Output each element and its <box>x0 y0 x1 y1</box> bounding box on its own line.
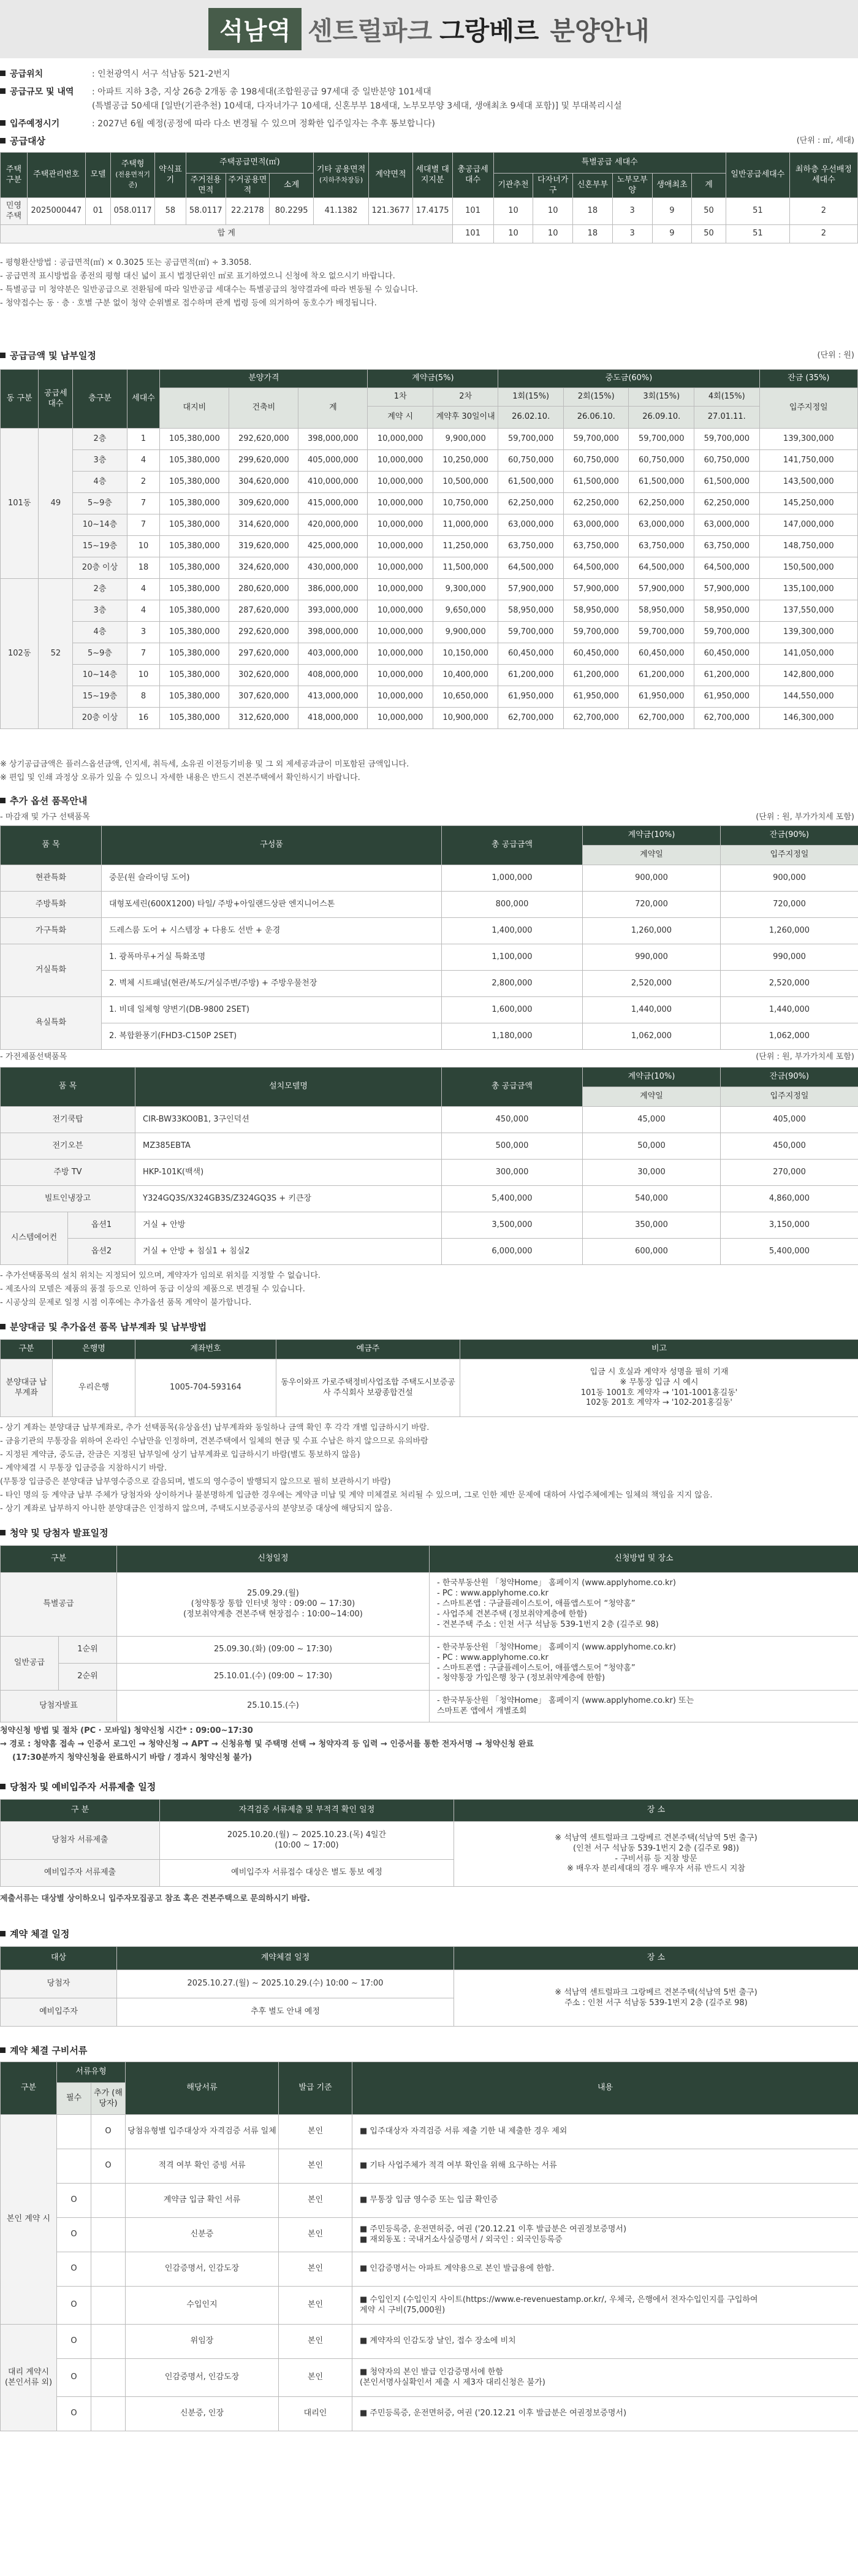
th-sub: 노부모부양 <box>612 174 652 198</box>
banner-station: 석남역 <box>208 8 302 50</box>
options-table: 품 목 구성품 총 공급금액 계약금(10%) 잔금(90%) 계약일 입주지정일 현관특화 중문(원 슬라이딩 도어) 1,000,000 900,000 900,000 주방특화 대형포세린(600X1200) 타일/ 주방+아일랜드상판 엔지니어스톤 800,000 720,000 720,000 가구특화 드레스룸 도어 + 시스템장 + 다용도 선반 + 운경 1,400,000 1,260,000 1,260,000 거실특화 1. 광폭마루+거실 특화조명 1,100,000 990,000 990,000 2. 벽체 시트패널(현관/복도/거실주변/주방) + 주방우물천장 2,800,000 2,520,000 2,520,000 욕실특화 1. 비데 일체형 양변기(DB-9800 2SET) 1,600,000 1,440,000 1,440,000 2. 복합환풍기(FHD3-C150P 2SET) 1,180,000 1,062,000 1,062,000 <box>0 825 858 1050</box>
table-row: 4층 2 105,380,000 304,620,000 410,000,000 10,000,000 10,500,000 61,500,000 61,500,000 61,500,000 61,500,000 143,500,000 <box>1 472 858 493</box>
table-row: 102동 52 2층 4 105,380,000 280,620,000 386,000,000 10,000,000 9,300,000 57,900,000 57,900,000 57,900,000 57,900,000 135,100,000 <box>1 579 858 600</box>
th-other-area: 기타 공용면적 (지하주차장등) <box>313 153 368 198</box>
th-special: 특별공급 세대수 <box>493 153 726 174</box>
info-label: 공급위치 <box>0 67 92 81</box>
price-table: 동 구분 공급세대수 층구분 세대수 분양가격 계약금(5%) 중도금(60%) 잔금 (35%) 대지비 건축비 계 1차 2차 1회(15%) 2회(15%) 3회(15%) 4회(15%) 입주지정일 계약 시 계약후 30일이내 26.02.10. 26.06.10. 26.09.10. 27.01.11. 101동 49 2층 1 105,380,000 292,620,000 398,000,000 10,000,000 9,900,000 59,700,000 59,700,000 59,700,000 59,700,000 139,300,000 3층 4 105,380,000 299,620,000 405,000,000 10,000,000 10,250,000 60,750,000 60,750,000 60,750,000 60,750,000 141,750,000 4층 2 105,380,000 304,620,000 410,000,000 10,000,000 10,500,000 61,500,000 61,500,000 61,500,000 61,500,000 143,500,000 5~9층 7 105,380,000 309,620,000 415,000,000 10,000,000 10,750,000 62,250,000 62,250,000 62,250,000 62,250,000 145,250,000 10~14층 7 105,380,000 314,620,000 420,000,000 10,000,000 11,000,000 63,000,000 63,000,000 63,000,000 63,000,000 147,000,000 15~19층 10 105,380,000 319,620,000 425,000,000 10,000,000 11,250,000 63,750,000 63,750,000 63,750,000 63,750,000 148,750,000 20층 이상 18 105,380,000 324,620,000 430,000,000 10,000,000 11,500,000 64,500,000 64,500,000 64,500,000 64,500,000 150,500,000 102동 52 2층 4 105,380,000 280,620,000 386,000,000 10,000,000 9,300,000 57,900,000 57,900,000 57,900,000 57,900,000 135,100,000 3층 4 105,380,000 287,620,000 393,000,000 10,000,000 9,650,000 58,950,000 58,950,000 58,950,000 58,950,000 137,550,000 4층 3 105,380,000 292,620,000 398,000,000 10,000,000 9,900,000 59,700,000 59,700,000 59,700,000 59,700,000 139,300,000 5~9층 7 105,380,000 297,620,000 403,000,000 10,000,000 10,150,000 60,450,000 60,450,000 60,450,000 60,450,000 141,050,000 10~14층 10 105,380,000 302,620,000 408,000,000 10,000,000 10,400,000 61,200,000 61,200,000 61,200,000 61,200,000 142,800,000 15~19층 8 105,380,000 307,620,000 413,000,000 10,000,000 10,650,000 61,950,000 61,950,000 61,950,000 61,950,000 144,550,000 20층 이상 16 105,380,000 312,620,000 418,000,000 10,000,000 10,900,000 62,700,000 62,700,000 62,700,000 62,700,000 146,300,000 <box>0 369 858 729</box>
th-land: 세대별 대지지분 <box>412 153 452 198</box>
th-short: 약식표기 <box>155 153 186 198</box>
table-row: 전기쿡탑 CIR-BW33KO0B1, 3구인덕션 450,000 45,000 405,000 <box>1 1107 858 1133</box>
table-row: 20층 이상 16 105,380,000 312,620,000 418,000,000 10,000,000 10,900,000 62,700,000 62,700,000 62,700,000 62,700,000 146,300,000 <box>1 708 858 729</box>
docs-schedule-header: 당첨자 및 예비입주자 서류제출 일정 <box>0 1778 858 1795</box>
table-row: 10~14층 10 105,380,000 302,620,000 408,000,000 10,000,000 10,400,000 61,200,000 61,200,000 61,200,000 61,200,000 142,800,000 <box>1 665 858 686</box>
table-row: O 적격 여부 확인 증빙 서류 본인 ■ 기타 사업주체가 적격 여부 확인을 위해 요구하는 서류 <box>1 2149 858 2184</box>
th-sub: 다자녀가구 <box>533 174 573 198</box>
table-row: 빌트인냉장고 Y324GQ3S/X324GB3S/Z324GQ3S + 키큰장 5,400,000 540,000 4,860,000 <box>1 1186 858 1212</box>
account-header: 분양대금 및 추가옵션 품목 납부계좌 및 납부방법 <box>0 1318 858 1336</box>
info-value: : 2027년 6월 예정(공정에 따라 다소 변경될 수 있으며 정확한 입주일자는 추후 통보합니다) <box>92 119 435 129</box>
th-sub: 생애최초 <box>652 174 692 198</box>
table-row: O 계약금 입금 확인 서류 본인 ■ 무통장 입금 영수증 또는 입금 확인증 <box>1 2184 858 2218</box>
price-section-header: 공급금액 및 납부일정 (단위 : 원) <box>0 347 858 364</box>
options-notes: - 추가선택품목의 설치 위치는 지정되어 있으며, 계약자가 임의로 위치를 지정할 수 없습니다. - 제조사의 모델은 제품의 품절 등으로 인하여 동급 이상의 제품으로 변경될 수 있습니다. - 시공상의 문제로 일정 시점 이후에는 추가옵션 품목 계약이 불가합니다. <box>0 1271 321 1307</box>
th-lowest: 최하층 우선배정 세대수 <box>789 153 857 198</box>
table-row: 20층 이상 18 105,380,000 324,620,000 430,000,000 10,000,000 11,500,000 64,500,000 64,500,000 64,500,000 64,500,000 150,500,000 <box>1 557 858 579</box>
table-row: 민영주택 2025000447 01 058.0117 58 58.0117 22.2178 80.2295 41.1382 121.3677 17.4175 101 10 10 18 3 9 50 51 2 <box>1 198 858 225</box>
table-total-row: 합 계 101 10 10 18 3 9 50 51 2 <box>1 225 858 243</box>
table-row: 현관특화 중문(원 슬라이딩 도어) 1,000,000 900,000 900,000 <box>1 865 858 892</box>
info-value: : 아파트 지하 3층, 지상 26층 2개동 총 198세대(조합원공급 97세대 중 일반분양 101세대 <box>92 87 431 97</box>
info-value: (특별공급 50세대 [일반(기관추천) 10세대, 다자녀가구 10세대, 신혼부부 18세대, 노부모부양 3세대, 생애최초 9세대 포함)] 및 부대복리시설 <box>92 101 622 111</box>
table-row: 4층 3 105,380,000 292,620,000 398,000,000 10,000,000 9,900,000 59,700,000 59,700,000 59,700,000 59,700,000 139,300,000 <box>1 622 858 643</box>
cdocs-table: 구분 서류유형 해당서류 발급 기준 내용 필수 추가 (해당자) 본인 계약 시 O 당첨유형별 입주대상자 자격검증 서류 일체 본인 ■ 입주대상자 자격검증 서류 제출 기한 내 제출한 경우 제외 O 적격 여부 확인 증빙 서류 본인 ■ 기타 사업주체가 적격 여부 확인을 위해 요구하는 서류 O 계약금 입금 확인 서류 본인 ■ 무통장 입금 영수증 또는 입금 확인증 O 신분증 본인 ■ 주민등록증, 운전면허증, 여권 ('20.12.21 이후 발급분은 여권정보증명서) ■ 재외동포 : 국내거소사실증명서 / 외국인 : 외국인등록증 O 인감증명서, 인감도장 본인 ■ 인감증명서는 아파트 계약용으로 본인 발급용에 한함. O 수입인지 본인 ■ 수입인지 (수입인지 사이트(https://www.e-revenuestamp.or.kr/, 우체국, 은행에서 전자수입인지를 구입하여 계약 시 구비(75,000원) 대리 계약시 (본인서류 외) O 위임장 본인 ■ 계약자의 인감도장 날인, 접수 장소에 비치 O 인감증명서, 인감도장 본인 ■ 청약자의 본인 발급 인감증명서에 한함 (본인서명사실확인서 제출 시 제3자 대리신청은 불가) O 신분증, 인장 대리인 ■ 주민등록증, 운전면허증, 여권 ('20.12.21 이후 발급분은 여권정보증명서) <box>0 2062 858 2431</box>
table-row: 시스템에어컨 옵션1 거실 + 안방 3,500,000 350,000 3,150,000 <box>1 1212 858 1239</box>
table-row: 예비입주자 추후 별도 안내 예정 <box>1 1998 858 2027</box>
schedule-notes: 청약신청 방법 및 절차 (PC · 모바일) 청약신청 시간* : 09:00~17:30 → 경로 : 청약홈 접속 → 인증서 로그인 → 청약신청 → APT → 신청유형 및 주택명 선택 → 청약자격 등 입력 → 인증서를 통한 전자서명 → 청약신청 완료 (17:30분까지 청약신청을 완료하시기 바람 / 경과시 청약신청 불가) <box>0 1726 534 1762</box>
banner-complex-name: 그랑베르 <box>439 15 539 46</box>
table-row: 대리 계약시 (본인서류 외) O 위임장 본인 ■ 계약자의 인감도장 날인, 접수 장소에 비치 <box>1 2325 858 2359</box>
table-row: 당첨자발표 25.10.15.(수) - 한국부동산원 「청약Home」 홈페이지 (www.applyhome.co.kr) 또는 스마트폰 앱에서 개별조회 <box>1 1691 858 1722</box>
table-row: 10~14층 7 105,380,000 314,620,000 420,000,000 10,000,000 11,000,000 63,000,000 63,000,000 63,000,000 63,000,000 147,000,000 <box>1 514 858 536</box>
th-house-type: 주택형 (전용면적기준) <box>111 153 155 198</box>
th-type: 주택구분 <box>1 153 28 198</box>
th-area: 주택공급면적(㎡) <box>186 153 313 174</box>
table-row: 2. 복합환풍기(FHD3-C150P 2SET) 1,180,000 1,062,000 1,062,000 <box>1 1023 858 1050</box>
table-row: 2. 벽체 시트패널(현관/복도/거실주변/주방) + 주방우물천장 2,800,000 2,520,000 2,520,000 <box>1 971 858 997</box>
account-table: 구분 은행명 계좌번호 예금주 비고 분양대금 납부계좌 우리은행 1005-704-593164 동우이와프 가로주택정비사업조합 주택도시보증공사 주식회사 보광종합건설 입금 시 호실과 계약자 성명을 필히 기재 ※ 무통장 입금 시 예시 101동 1001호 계약자 → '101-1001홍길동' 102동 201호 계약자 → '102-201홍길동' <box>0 1339 858 1417</box>
info-section <box>0 67 858 150</box>
table-row: 전기오븐 MZ385EBTA 500,000 50,000 450,000 <box>1 1133 858 1160</box>
banner-title: 분양안내 <box>550 15 650 46</box>
th-sub: 주거공용면적 <box>226 174 270 198</box>
table-row: 분양대금 납부계좌 우리은행 1005-704-593164 동우이와프 가로주택정비사업조합 주택도시보증공사 주식회사 보광종합건설 입금 시 호실과 계약자 성명을 필히 기재 ※ 무통장 입금 시 예시 101동 1001호 계약자 → '101-1001홍길동' 102동 201호 계약자 → '102-201홍길동' <box>1 1359 858 1417</box>
table-row: 101동 49 2층 1 105,380,000 292,620,000 398,000,000 10,000,000 9,900,000 59,700,000 59,700,000 59,700,000 59,700,000 139,300,000 <box>1 429 858 450</box>
th-sub: 계 <box>692 174 726 198</box>
th-sub: 신혼부부 <box>573 174 613 198</box>
th-sub: 소계 <box>270 174 314 198</box>
appliance-header: - 가전제품선택품목 (단위 : 원, 부가가치세 포함) <box>0 1052 854 1061</box>
th-sub: 기관추천 <box>493 174 533 198</box>
table-row: 3층 4 105,380,000 287,620,000 393,000,000 10,000,000 9,650,000 58,950,000 58,950,000 58,950,000 58,950,000 137,550,000 <box>1 600 858 622</box>
table-row: 욕실특화 1. 비데 일체형 양변기(DB-9800 2SET) 1,600,000 1,440,000 1,440,000 <box>1 997 858 1023</box>
table-row: 예비입주자 서류제출 예비입주자 서류접수 대상은 별도 통보 예정 <box>1 1860 858 1887</box>
table-row: 2순위 25.10.01.(수) (09:00 ~ 17:30) <box>1 1664 858 1691</box>
options-header: 추가 옵션 품목안내 - 마감재 및 가구 선택품목 (단위 : 원, 부가가치세 포함) <box>0 792 858 825</box>
banner-central: 센트럴파크 <box>308 15 433 46</box>
th-id: 주택관리번호 <box>27 153 85 198</box>
th-total: 총공급세대수 <box>452 153 493 198</box>
table-row: 3층 4 105,380,000 299,620,000 405,000,000 10,000,000 10,250,000 60,750,000 60,750,000 60,750,000 60,750,000 141,750,000 <box>1 450 858 472</box>
table-row: 5~9층 7 105,380,000 297,620,000 403,000,000 10,000,000 10,150,000 60,450,000 60,450,000 60,450,000 60,450,000 141,050,000 <box>1 643 858 665</box>
table-row: O 신분증, 인장 대리인 ■ 주민등록증, 운전면허증, 여권 ('20.12.21 이후 발급분은 여권정보증명서) <box>1 2397 858 2431</box>
docs-schedule-note: 제출서류는 대상별 상이하오니 입주자모집공고 참조 혹은 견본주택으로 문의하시기 바람. <box>0 1894 310 1903</box>
table-row: 당첨자 서류제출 2025.10.20.(월) ~ 2025.10.23.(목) 4일간 (10:00 ~ 17:00) ※ 석남역 센트럴파크 그랑베르 견본주택(석남역 5번 출구) (인천 서구 석남동 539-1번지 2층 (길주로 98)) - 구비서류 등 지참 방문 ※ 배우자 분리세대의 경우 배우자 서류 반드시 지참 <box>1 1822 858 1860</box>
table-row: 일반공급 1순위 25.09.30.(화) (09:00 ~ 17:30) - 한국부동산원 「청약Home」 홈페이지 (www.applyhome.co.kr) - PC : www.applyhome.co.kr - 스마트폰앱 : 구글플레이스토어, 애플앱스토어 “청약홈” - 청약통장 가입은행 창구 (정보취약계층에 한함) <box>1 1637 858 1664</box>
info-label: 공급대상 <box>10 136 45 147</box>
table-row: 본인 계약 시 O 당첨유형별 입주대상자 자격검증 서류 일체 본인 ■ 입주대상자 자격검증 서류 제출 기한 내 제출한 경우 제외 <box>1 2115 858 2149</box>
info-label: 공급규모 및 내역 <box>0 85 92 99</box>
page-banner <box>0 0 858 58</box>
table-row: 15~19층 10 105,380,000 319,620,000 425,000,000 10,000,000 11,250,000 63,750,000 63,750,000 63,750,000 63,750,000 148,750,000 <box>1 536 858 557</box>
contract-table: 대상 계약체결 일정 장 소 당첨자 2025.10.27.(월) ~ 2025.10.29.(수) 10:00 ~ 17:00 ※ 석남역 센트럴파크 그랑베르 견본주택(석남역 5번 출구) 주소 : 인천 서구 석남동 539-1번지 2층 (길주로 98) 예비입주자 추후 별도 안내 예정 <box>0 1946 858 2027</box>
table-row: 옵션2 거실 + 안방 + 침실1 + 침실2 6,000,000 600,000 5,400,000 <box>1 1239 858 1265</box>
table-row: 당첨자 2025.10.27.(월) ~ 2025.10.29.(수) 10:00 ~ 17:00 ※ 석남역 센트럴파크 그랑베르 견본주택(석남역 5번 출구) 주소 : 인천 서구 석남동 539-1번지 2층 (길주로 98) <box>1 1970 858 1998</box>
th-general: 일반공급세대수 <box>726 153 789 198</box>
cdocs-header: 계약 체결 구비서류 <box>0 2042 858 2059</box>
table-row: 주방특화 대형포세린(600X1200) 타일/ 주방+아일랜드상판 엔지니어스톤 800,000 720,000 720,000 <box>1 892 858 918</box>
schedule-header: 청약 및 당첨자 발표일정 <box>0 1524 858 1542</box>
th-sub: 주거전용면적 <box>186 174 226 198</box>
table-row: O 인감증명서, 인감도장 본인 ■ 인감증명서는 아파트 계약용으로 본인 발급용에 한함. <box>1 2252 858 2287</box>
appliance-table: 품 목 설치모델명 총 공급금액 계약금(10%) 잔금(90%) 계약일 입주지정일 전기쿡탑 CIR-BW33KO0B1, 3구인덕션 450,000 45,000 405,000 전기오븐 MZ385EBTA 500,000 50,000 450,000 주방 TV HKP-101K(백색) 300,000 30,000 270,000 빌트인냉장고 Y324GQ3S/X324GB3S/Z324GQ3S + 키큰장 5,400,000 540,000 4,860,000 시스템에어컨 옵션1 거실 + 안방 3,500,000 350,000 3,150,000 옵션2 거실 + 안방 + 침실1 + 침실2 6,000,000 600,000 5,400,000 <box>0 1067 858 1265</box>
table-row: 거실특화 1. 광폭마루+거실 특화조명 1,100,000 990,000 990,000 <box>1 944 858 971</box>
supply-table <box>0 152 858 243</box>
table-row: O 인감증명서, 인감도장 본인 ■ 청약자의 본인 발급 인감증명서에 한함 (본인서명사실확인서 제출 시 제3자 대리신청은 불가) <box>1 2359 858 2397</box>
table-row: 주방 TV HKP-101K(백색) 300,000 30,000 270,000 <box>1 1160 858 1186</box>
supply-notes: - 평형환산방법 : 공급면적(㎡) × 0.3025 또는 공급면적(㎡) ÷ 3.3058. - 공급면적 표시방법을 종전의 평형 대신 넓이 표시 법정단위인 ㎡로 표기하였으니 신청에 착오 없으시기 바랍니다. - 특별공급 미 청약분은 일반공급으로 전환됨에 따라 일반공급 세대수는 특별공급의 청약결과에 따라 변동될 수 있습니다. - 청약접수는 동 · 층 · 호별 구분 없이 청약 순위별로 접수하며 관계 법령 등에 의거하여 동호수가 배정됩니다. <box>0 258 419 308</box>
info-label: 입주예정시기 <box>0 117 92 131</box>
table-row: 5~9층 7 105,380,000 309,620,000 415,000,000 10,000,000 10,750,000 62,250,000 62,250,000 62,250,000 62,250,000 145,250,000 <box>1 493 858 514</box>
table-row: O 신분증 본인 ■ 주민등록증, 운전면허증, 여권 ('20.12.21 이후 발급분은 여권정보증명서) ■ 재외동포 : 국내거소사실증명서 / 외국인 : 외국인등록증 <box>1 2218 858 2252</box>
table-row: 특별공급 25.09.29.(월) (청약통장 통합 인터넷 청약 : 09:00 ~ 17:30) (정보취약계층 견본주택 현장접수 : 10:00~14:00) - 한국부동산원 「청약Home」 홈페이지 (www.applyhome.co.kr) - PC : www.applyhome.co.kr - 스마트폰앱 : 구글플레이스토어, 애플앱스토어 “청약홈” - 사업주체 견본주택 (정보취약계층에 한함) - 견본주택 주소 : 인천 서구 석남동 539-1번지 2층 (길주로 98) <box>1 1573 858 1637</box>
table-row: O 수입인지 본인 ■ 수입인지 (수입인지 사이트(https://www.e-revenuestamp.or.kr/, 우체국, 은행에서 전자수입인지를 구입하여 계약 시 구비(75,000원) <box>1 2287 858 2325</box>
th-model: 모델 <box>85 153 111 198</box>
th-contract-area: 계약면적 <box>369 153 413 198</box>
table-row: 가구특화 드레스룸 도어 + 시스템장 + 다용도 선반 + 운경 1,400,000 1,260,000 1,260,000 <box>1 918 858 944</box>
schedule-table: 구분 신청일정 신청방법 및 장소 특별공급 25.09.29.(월) (청약통장 통합 인터넷 청약 : 09:00 ~ 17:30) (정보취약계층 견본주택 현장접수 : 10:00~14:00) - 한국부동산원 「청약Home」 홈페이지 (www.applyhome.co.kr) - PC : www.applyhome.co.kr - 스마트폰앱 : 구글플레이스토어, 애플앱스토어 “청약홈” - 사업주체 견본주택 (정보취약계층에 한함) - 견본주택 주소 : 인천 서구 석남동 539-1번지 2층 (길주로 98) 일반공급 1순위 25.09.30.(화) (09:00 ~ 17:30) - 한국부동산원 「청약Home」 홈페이지 (www.applyhome.co.kr) - PC : www.applyhome.co.kr - 스마트폰앱 : 구글플레이스토어, 애플앱스토어 “청약홈” - 청약통장 가입은행 창구 (정보취약계층에 한함) 2순위 25.10.01.(수) (09:00 ~ 17:30) 당첨자발표 25.10.15.(수) - 한국부동산원 「청약Home」 홈페이지 (www.applyhome.co.kr) 또는 스마트폰 앱에서 개별조회 <box>0 1545 858 1722</box>
docs-schedule-table: 구 분 자격검증 서류제출 및 부적격 확인 일정 장 소 당첨자 서류제출 2025.10.20.(월) ~ 2025.10.23.(목) 4일간 (10:00 ~ 17:00) ※ 석남역 센트럴파크 그랑베르 견본주택(석남역 5번 출구) (인천 서구 석남동 539-1번지 2층 (길주로 98)) - 구비서류 등 지참 방문 ※ 배우자 분리세대의 경우 배우자 서류 반드시 지참 예비입주자 서류제출 예비입주자 서류접수 대상은 별도 통보 예정 <box>0 1799 858 1887</box>
contract-header: 계약 체결 일정 <box>0 1925 858 1943</box>
price-notes: ※ 상기공급금액은 플러스옵션금액, 인지세, 취득세, 소유권 이전등기비용 및 그 외 제세공과금이 미포함된 금액입니다. ※ 편입 및 인쇄 과정상 오류가 있을 수 있으니 자세한 내용은 반드시 견본주택에서 확인하시기 바랍니다. <box>0 760 409 782</box>
table-row: 15~19층 8 105,380,000 307,620,000 413,000,000 10,000,000 10,650,000 61,950,000 61,950,000 61,950,000 61,950,000 144,550,000 <box>1 686 858 708</box>
account-notes: - 상기 계좌는 분양대금 납부계좌로, 추가 선택품목(유상옵션) 납부계좌와 동일하나 금액 확인 후 각각 개별 입금하시기 바람. - 금융기관의 무통장을 위하여 온라인 수납만을 인정하며, 견본주택에서 일체의 현금 및 수표 수납은 하지 않으므로 유의바람 - 지정된 계약금, 중도금, 잔금은 지정된 납부일에 상기 납부계좌로 입금하시기 바람(별도 통보하지 않음) - 계약체결 시 무통장 입금증을 지참하시기 바람. (무통장 입금증은 분양대금 납부영수증으로 갈음되며, 별도의 영수증이 발행되지 않으므로 필히 보관하시기 바람) - 타인 명의 등 계약금 납부 주체가 당첨자와 상이하거나 불분명하게 입금한 경우에는 계약금 미납 및 계약 미체결로 처리될 수 있으며, 그로 인한 제반 문제에 대하여 사업주체에게는 일체의 책임을 지지 않음. - 상기 계좌로 납부하지 아니한 분양대금은 인정하지 않으며, 주택도시보증공사의 분양보증 대상에 해당되지 않음. <box>0 1423 713 1513</box>
unit-label: (단위 : ㎡, 세대) <box>796 136 854 145</box>
info-value: : 인천광역시 서구 석남동 521-2번지 <box>92 69 230 79</box>
